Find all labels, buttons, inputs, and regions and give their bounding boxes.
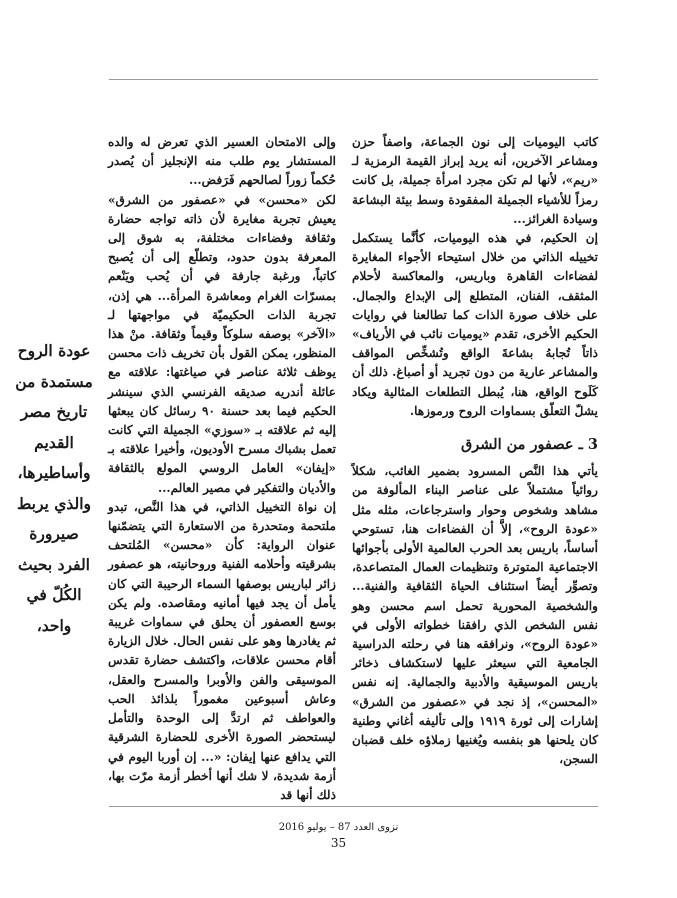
footer-issue-label: نزوى العدد 87 – يوليو 2016: [278, 822, 399, 833]
article-paragraph: كاتب اليوميات إلى نون الجماعة، واصفاً حزن ومشاعر الآخرين، أنه يريد إبراز القيمة الرمزية لـ «ريم»، لأنها لم تكن مجرد امرأة جميلة، بل كانت رمزاً للأشياء الجميلة المفقودة وسط بيئة البشاعة وسيادة الغرائز...: [352, 135, 598, 226]
section-heading: 3 ـ عصفور من الشرق: [460, 436, 598, 454]
article-paragraph: لكن «محسن» في «عصفور من الشرق» يعيش تجربة مغايرة لأن ذاته تواجه حضارة وثقافة وفضاءات مختلفة، به شوق إلى المعرفة بدون حدود، وتطلّع إلى أن يُصبح كاتباً، ورغبة جارفة في أن يُحب ويَنْعم بمسرّات الغرام ومعاشرة المرأة... هي إذن، تجربة الذات الحكيميّة في مواجهتها لـ «الآخر» بوصفه سلوكاً وقيماً وثقافة. منْ هذا المنظور، يمكن القول بأن تخريف ذات محسن يوظف ثلاثة عناصر في صياغتها: علاقته مع عائلة أندريه صديقه الفرنسي الذي سينشر الحكيم فيما بعد حسنة ٩٠ رسائل كان يبعثها إليه ثم علاقته بـ «سوزي» الجميلة التي كانت تعمل بشباك مسرح الأوديون، وأخيرا علاقته بـ «إيفان» العامل الروسي المولع بالثقافة والأديان والتفكير في مصير العالم...: [108, 192, 336, 495]
article-paragraph: إن نواة التخييل الذاتي، في هذا النَّص، تبدو ملتحمة ومتحدرة من الاستعارة التي يتضمّنها عنوان الرواية: كأن «محسن» المُلتحف بشرقيته وأحلامه الفنية وروحانيته، هو عصفور زائر لباريس بوصفها السماء الرحيبة التي كان يأمل أن يجد فيها أمانيه ومقاصده. ولم يكن بوسع العصفور أن يحلق في سماوات غريبة ثم يغادرها وهو على نفس الحال. خلال الزيارة أقام محسن علاقات، واكتشف حضارة تقدس الموسيقى والفن والأوبرا والمسرح والعقل، وعاش أسبوعين مغموراً بلذائذ الحب والعواطف ثم ارتدَّ إلى الوحدة والتأمل ليستحضر الصورة الأخرى للحضارة الشرقية التي يدافع عنها إيفان: «... إن أوربا اليوم في أزمة شديدة، لا شك أنها أخطر أزمة مرّت بها، ذلك أنها قد: [108, 499, 336, 802]
page-number: 35: [330, 836, 347, 850]
footer-rule: [109, 806, 598, 807]
article-column-right: [352, 133, 598, 770]
article-paragraph: وإلى الامتحان العسير الذي تعرض له والده المستشار يوم طلب منه الإنجليز أن يُصدر حُكماً زوراً لصالحهم فَرَفض...: [108, 135, 336, 188]
article-paragraph: يأتي هذا النَّص المسرود بضمير الغائب، شكلاً روائياً مشتملاً على عناصر البناء المألوفة من مشاهد وشخوص وحوار واسترجاعات، مثله مثل «عودة الروح»، إلاَّ أن الفضاءات هنا، تستوحي أساساً، باريس بعد الحرب العالمية الأولى بأجوائها الاجتماعية المتوترة وتنظيمات العمال المتصاعدة، وتصوِّر أيضاً استئناف الحياة الثقافية والفنية... والشخصية المحورية تحمل اسم محسن وهو نفس الشخص الذي رافقنا خطواته الأولى في «عودة الروح»، ونرافقه هنا في رحلته الدراسية الجامعية التي سيعثر عليها لاستكشاف ذخائر باريس الموسيقية والأدبية والجمالية. إنه نفس «المحسن»، إذ نجد في «عصفور من الشرق» إشارات إلى ثورة ١٩١٩ وإلى تأليفه أغاني وطنية كان يلحنها هو بنفسه ويُغنيها زملاؤه خلف قضبان السجن،: [352, 464, 598, 767]
article-paragraph: إن الحكيم، في هذه اليوميات، كأنَّما يستكمل تخييله الذاتي من خلال استيحاء الأجواء المغايرة لفضاءات القاهرة وباريس، والمعاكسة لأحلام المثقف، الفنان، المتطلع إلى الإبداع والجمال. على خلاف صورة الذات كما تطالعنا في روايات الحكيم الأخرى، تقدم «يوميات نائب في الأرياف» ذاتاً تُجابهُ بشاعةَ الواقع وتُشخِّص المواقف والمشاعر عارية من دون تجريد أو أصباغ. ذلك أن كَلَوح الواقع، هنا، يُبطل التطلعات المثالية ويكاد يشلّ التعلّق بسماوات الروح ورموزها.: [352, 231, 598, 418]
article-column-middle: [108, 133, 336, 805]
pull-quote: عودة الروح مستمدة من تاريخ مصر القديم وأساطيرها، والذي يربط صيرورة الفرد بحيث الكُلّ في واحد،: [15, 341, 93, 635]
header-rule: [109, 79, 598, 80]
